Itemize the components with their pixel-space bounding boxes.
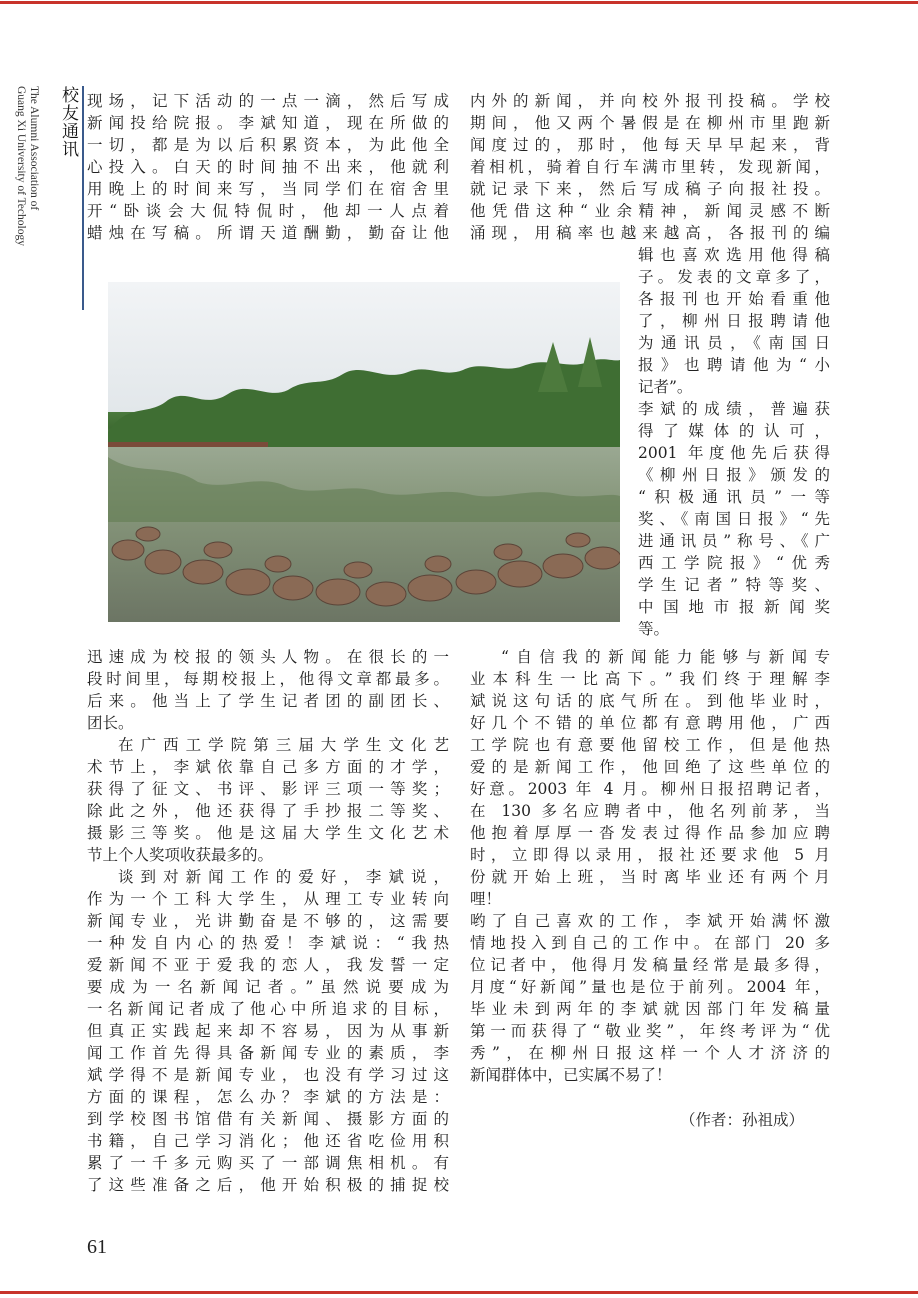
text-line: 位记者中，他得月发稿量经常是最多得， <box>470 956 830 974</box>
text-line: 报》也聘请他为“小 <box>638 356 830 374</box>
text-line: 李斌的成绩，普遍获 <box>638 400 830 418</box>
text-line: 情地投入到自己的工作中。在部门 20 多 <box>470 934 830 952</box>
section-sidebar <box>14 86 84 312</box>
column-right-top <box>470 90 830 244</box>
text-line: 好意。2003 年 4 月。柳州日报招聘记者， <box>470 780 830 798</box>
column-left-bottom <box>87 646 449 1196</box>
text-line: 了这些准备之后，他开始积极的捕捉校 <box>87 1176 449 1194</box>
lake-photo <box>108 282 620 622</box>
text-line: 在广西工学院第三届大学生文化艺 <box>118 736 449 754</box>
text-line: 获得了征文、书评、影评三项一等奖； <box>87 780 449 798</box>
text-line: 为通讯员，《南国日 <box>638 334 830 352</box>
text-line: 奖、《南国日报》“先 <box>638 510 830 528</box>
section-title-cn: 校友通讯 <box>58 86 78 158</box>
section-title-en-line: The Alumni Association of <box>28 86 40 211</box>
text-line: 现场，记下活动的一点一滴，然后写成 <box>87 92 449 110</box>
text-line: 方面的课程，怎么办？李斌的方法是： <box>87 1088 449 1106</box>
text-line: 作为一个工科大学生，从理工专业转向 <box>87 890 449 908</box>
text-line: 着相机，骑着自行车满市里转，发现新闻， <box>470 158 830 176</box>
text-line: 一名新闻记者成了他心中所追求的目标， <box>87 1000 449 1018</box>
section-title-en-line: Guang Xi University of Techology <box>15 86 27 246</box>
text-line: 后来。他当上了学生记者团的副团长、 <box>87 692 449 710</box>
text-line: 新闻投给院报。李斌知道，现在所做的 <box>87 114 449 132</box>
text-line: 毕业未到两年的李斌就因部门年发稿量 <box>470 1000 830 1018</box>
text-line: 一种发自内心的热爱！李斌说：“我热 <box>87 934 449 952</box>
text-line: 得了媒体的认可， <box>638 422 830 440</box>
top-rule <box>0 1 918 4</box>
text-line: 在 130 多名应聘者中，他名列前茅，当 <box>470 802 830 820</box>
text-line: 爱的是新闻工作，他回绝了这些单位的 <box>470 758 830 776</box>
text-line: 开“卧谈会大侃特侃时，他却一人点着 <box>87 202 449 220</box>
text-line: 团长。 <box>87 714 134 732</box>
text-line: 进通讯员”称号、《广 <box>638 532 830 550</box>
text-line: 好几个不错的单位都有意聘用他，广西 <box>470 714 830 732</box>
text-line: 时，立即得以录用，报社还要求他 5 月 <box>470 846 830 864</box>
text-line: 月度“好新闻”量也是位于前列。2004 年， <box>470 978 830 996</box>
text-line: 摄影三等奖。他是这届大学生文化艺术 <box>87 824 449 842</box>
lake-photo-illustration <box>108 282 620 622</box>
text-line: 《柳州日报》颁发的 <box>638 466 830 484</box>
text-line: 份就开始上班，当时离毕业还有两个月 <box>470 868 830 886</box>
text-line: 学生记者”特等奖、 <box>638 576 830 594</box>
text-line: 闻工作首先得具备新闻专业的素质，李 <box>87 1044 449 1062</box>
text-line: 但真正实践起来却不容易，因为从事新 <box>87 1022 449 1040</box>
text-line: 术节上，李斌依靠自己多方面的才学， <box>87 758 449 776</box>
text-line: 用晚上的时间来写，当同学们在宿舍里 <box>87 180 449 198</box>
text-line: 一切，都是为以后积累资本，为此他全 <box>87 136 449 154</box>
text-line: “积极通讯员”一等 <box>638 488 830 506</box>
text-line: 他抱着厚厚一沓发表过得作品参加应聘 <box>470 824 830 842</box>
text-line: 内外的新闻，并向校外报刊投稿。学校 <box>470 92 830 110</box>
sidebar-divider <box>82 86 84 310</box>
text-line: 期间，他又两个暑假是在柳州市里跑新 <box>470 114 830 132</box>
text-line: 斌学得不是新闻专业，也没有学习过这 <box>87 1066 449 1084</box>
text-line: 书籍，自己学习消化；他还省吃俭用积 <box>87 1132 449 1150</box>
bottom-rule <box>0 1291 918 1294</box>
text-line: 第一而获得了“敬业奖”，年终考评为“优 <box>470 1022 830 1040</box>
text-line: 心投入。白天的时间抽不出来，他就利 <box>87 158 449 176</box>
text-line: 各报刊也开始看重他 <box>638 290 830 308</box>
text-line: 迅速成为校报的领头人物。在很长的一 <box>87 648 449 666</box>
text-line: 2001 年度他先后获得 <box>638 444 830 462</box>
text-line: 爱新闻不亚于爱我的恋人，我发誓一定 <box>87 956 449 974</box>
text-line: 节上个人奖项收获最多的。 <box>87 846 274 864</box>
column-right-bottom <box>470 646 830 1086</box>
text-line: 蜡烛在写稿。所谓天道酬勤，勤奋让他 <box>87 224 449 242</box>
text-line: 斌说这句话的底气所在。到他毕业时， <box>470 692 830 710</box>
text-line: 辑也喜欢选用他得稿 <box>638 246 830 264</box>
column-right-wrap <box>638 244 830 640</box>
text-line: 到学校图书馆借有关新闻、摄影方面的 <box>87 1110 449 1128</box>
text-line: 就记录下来，然后写成稿子向报社投。 <box>470 180 830 198</box>
text-line: 闻度过的，那时，他每天早早起来，背 <box>470 136 830 154</box>
text-line: 他凭借这种“业余精神，新闻灵感不断 <box>470 202 830 220</box>
text-line: 哟了自己喜欢的工作，李斌开始满怀激 <box>470 912 830 930</box>
text-line: 新闻专业，光讲勤奋是不够的，这需要 <box>87 912 449 930</box>
text-line: 秀”，在柳州日报这样一个人才济济的 <box>470 1044 830 1062</box>
text-line: 西工学院报》“优秀 <box>638 554 830 572</box>
text-line: 新闻群体中，已实属不易了！ <box>470 1066 672 1084</box>
author-credit: （作者：孙祖成） <box>680 1111 805 1129</box>
text-line: 哩！ <box>470 890 502 908</box>
text-line: 子。发表的文章多了， <box>638 268 830 286</box>
text-line: 等。 <box>638 620 670 638</box>
text-line: 记者”。 <box>638 378 693 396</box>
text-line: 了，柳州日报聘请他 <box>638 312 830 330</box>
text-line: 业本科生一比高下。”我们终于理解李 <box>470 670 830 688</box>
text-line: 工学院也有意要他留校工作，但是他热 <box>470 736 830 754</box>
page-number: 61 <box>87 1236 107 1258</box>
text-line: 要成为一名新闻记者。”虽然说要成为 <box>87 978 449 996</box>
text-line: 中国地市报新闻奖 <box>638 598 830 616</box>
text-line: 谈到对新闻工作的爱好，李斌说， <box>118 868 449 886</box>
column-left-top <box>87 90 449 244</box>
section-title-en <box>14 86 40 312</box>
text-line: 段时间里，每期校报上，他得文章都最多。 <box>87 670 449 688</box>
text-line: 涌现，用稿率也越来越高，各报刊的编 <box>470 224 830 242</box>
text-line: 除此之外，他还获得了手抄报二等奖、 <box>87 802 449 820</box>
text-line: 累了一千多元购买了一部调焦相机。有 <box>87 1154 449 1172</box>
text-line: “自信我的新闻能力能够与新闻专 <box>501 648 830 666</box>
